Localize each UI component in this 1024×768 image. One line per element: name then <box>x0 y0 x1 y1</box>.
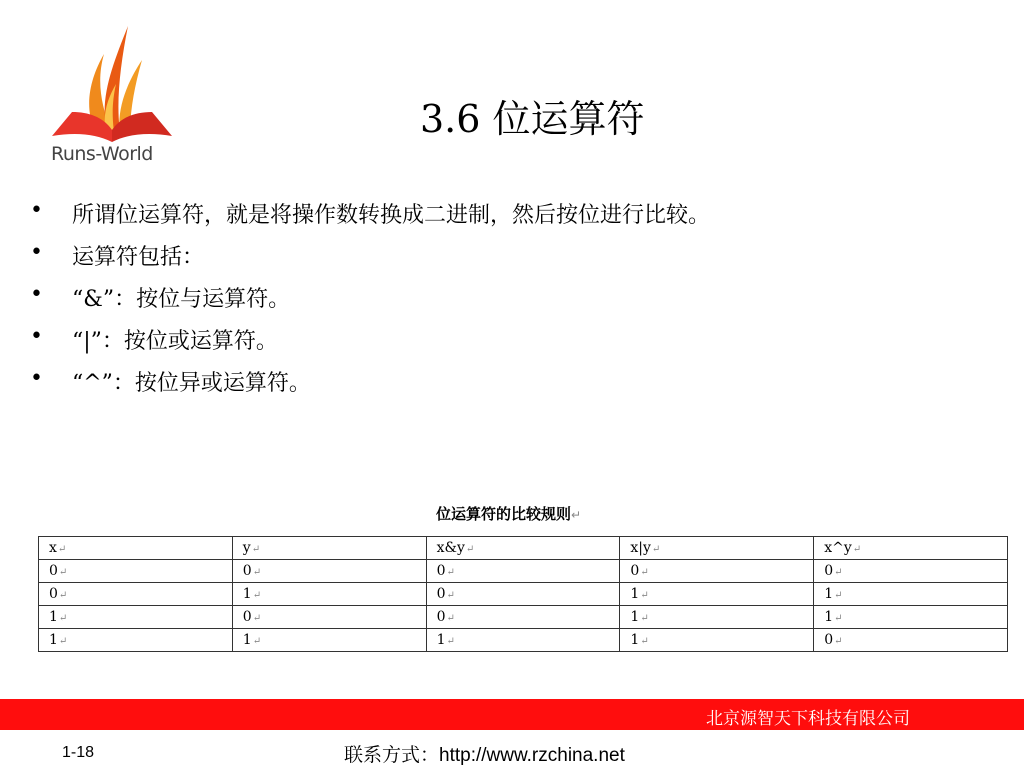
table-cell <box>39 629 233 652</box>
cell-text: 0 <box>49 563 58 579</box>
table-cell <box>620 629 814 652</box>
paragraph-mark-icon: ↵ <box>446 567 455 578</box>
header-text: x <box>49 540 57 556</box>
paragraph-mark-icon: ↵ <box>640 567 649 578</box>
table-cell <box>814 583 1008 606</box>
cell-text: 0 <box>824 563 834 579</box>
paragraph-mark-icon: ↵ <box>446 590 455 601</box>
table-cell <box>620 606 814 629</box>
bullet-text: 运算符包括： <box>72 245 205 270</box>
table-cell <box>39 583 233 606</box>
cell-text: 1 <box>630 586 640 602</box>
page-title: 3.6 位运算符 <box>420 97 645 141</box>
paragraph-mark-icon: ↵ <box>252 590 262 601</box>
paragraph-mark-icon: ↵ <box>834 636 843 647</box>
paragraph-mark-icon: ↵ <box>252 613 262 624</box>
cell-text: 1 <box>630 609 640 625</box>
table-row <box>39 629 1008 652</box>
bullet-dot: • <box>30 324 43 349</box>
bullet-dot: • <box>30 198 43 223</box>
bitwise-rules-table <box>38 536 1008 652</box>
page-number: 1-18 <box>62 744 95 761</box>
paragraph-mark-icon: ↵ <box>640 636 649 647</box>
bullet-text: “&”：按位与运算符。 <box>72 287 291 312</box>
table-cell <box>426 560 620 583</box>
paragraph-mark-icon: ↵ <box>251 544 261 555</box>
cell-text: 1 <box>49 609 58 625</box>
logo-text: Runs-World <box>51 143 153 165</box>
paragraph-mark-icon: ↵ <box>446 636 455 647</box>
paragraph-mark-icon: ↵ <box>651 544 661 555</box>
table-row <box>39 606 1008 629</box>
paragraph-mark-icon: ↵ <box>834 590 843 601</box>
paragraph-mark-icon: ↵ <box>640 613 649 624</box>
table-cell <box>814 560 1008 583</box>
paragraph-mark-icon: ↵ <box>58 567 68 578</box>
table-cell <box>232 583 426 606</box>
header-cell <box>426 537 620 560</box>
table-row <box>39 583 1008 606</box>
cell-text: 0 <box>242 609 252 625</box>
contact-info: 联系方式：http://www.rzchina.net <box>344 745 625 766</box>
paragraph-mark-icon: ↵ <box>834 567 843 578</box>
cell-text: 0 <box>436 586 446 602</box>
cell-text: 1 <box>824 609 834 625</box>
table-cell <box>814 606 1008 629</box>
table-cell <box>620 560 814 583</box>
header-cell <box>814 537 1008 560</box>
table-cell <box>620 583 814 606</box>
cell-text: 0 <box>824 632 834 648</box>
header-text: y <box>242 540 251 556</box>
cell-text: 1 <box>630 632 640 648</box>
table-cell <box>426 583 620 606</box>
header-cell <box>39 537 233 560</box>
table-caption <box>436 503 581 524</box>
cell-text: 1 <box>436 632 446 648</box>
table-cell <box>39 606 233 629</box>
cell-text: 1 <box>242 632 252 648</box>
footer-bar <box>0 699 1024 730</box>
header-text: x^y <box>824 540 852 556</box>
table-row <box>39 560 1008 583</box>
table-cell <box>426 606 620 629</box>
company-name: 北京源智天下科技有限公司 <box>706 709 910 729</box>
bullet-text: “|”：按位或运算符。 <box>72 329 278 354</box>
paragraph-mark-icon: ↵ <box>252 636 262 647</box>
paragraph-mark-icon: ↵ <box>852 544 862 555</box>
table-cell <box>39 560 233 583</box>
cell-text: 1 <box>49 632 58 648</box>
paragraph-mark-icon: ↵ <box>58 590 68 601</box>
table-cell <box>232 629 426 652</box>
cell-text: 0 <box>436 563 446 579</box>
cell-text: 0 <box>49 586 58 602</box>
paragraph-mark-icon: ↵ <box>571 508 582 522</box>
header-text: x&y <box>436 540 465 556</box>
paragraph-mark-icon: ↵ <box>640 590 649 601</box>
table-header-row <box>39 537 1008 560</box>
bullet-text: 所谓位运算符，就是将操作数转换成二进制，然后按位进行比较。 <box>72 203 711 228</box>
bullet-dot: • <box>30 240 43 265</box>
table-cell <box>426 629 620 652</box>
cell-text: 1 <box>824 586 834 602</box>
paragraph-mark-icon: ↵ <box>834 613 843 624</box>
cell-text: 0 <box>242 563 252 579</box>
bullet-text: “^”：按位异或运算符。 <box>72 371 311 396</box>
header-cell <box>232 537 426 560</box>
header-text: x|y <box>630 540 651 556</box>
table-cell <box>232 560 426 583</box>
paragraph-mark-icon: ↵ <box>252 567 262 578</box>
table-cell <box>232 606 426 629</box>
paragraph-mark-icon: ↵ <box>58 636 68 647</box>
cell-text: 0 <box>630 563 640 579</box>
paragraph-mark-icon: ↵ <box>465 544 475 555</box>
table-cell <box>814 629 1008 652</box>
cell-text: 1 <box>242 586 252 602</box>
cell-text: 0 <box>436 609 446 625</box>
paragraph-mark-icon: ↵ <box>58 613 68 624</box>
paragraph-mark-icon: ↵ <box>57 544 67 555</box>
bullet-dot: • <box>30 282 43 307</box>
header-cell <box>620 537 814 560</box>
bullet-dot: • <box>30 366 43 391</box>
table-caption-text: 位运算符的比较规则 <box>436 505 572 523</box>
paragraph-mark-icon: ↵ <box>446 613 455 624</box>
